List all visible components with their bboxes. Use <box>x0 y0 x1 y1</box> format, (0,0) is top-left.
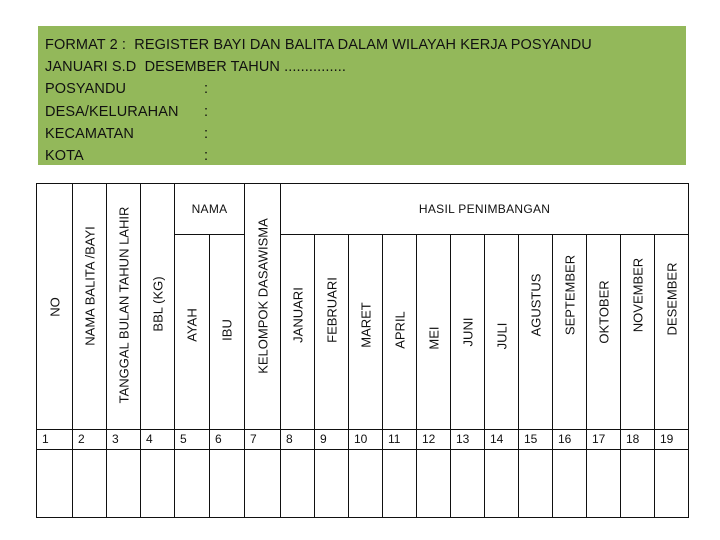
column-number: 10 <box>349 430 383 450</box>
empty-cell[interactable] <box>621 450 655 518</box>
empty-cell[interactable] <box>315 450 349 518</box>
header-no: NO <box>37 184 73 430</box>
column-number: 2 <box>73 430 107 450</box>
column-number: 1 <box>37 430 73 450</box>
column-number: 19 <box>655 430 689 450</box>
header-bbl: BBL (KG) <box>141 184 175 430</box>
column-number: 12 <box>417 430 451 450</box>
column-number: 13 <box>451 430 485 450</box>
header-kota: KOTA : <box>45 148 209 165</box>
column-number: 6 <box>210 430 245 450</box>
column-number: 15 <box>519 430 553 450</box>
empty-cell[interactable] <box>73 450 107 518</box>
header-month: FEBRUARI <box>315 235 349 430</box>
header-nama-group: NAMA <box>175 184 245 235</box>
column-number: 17 <box>587 430 621 450</box>
header-month: OKTOBER <box>587 235 621 430</box>
empty-cell[interactable] <box>107 450 141 518</box>
column-number: 4 <box>141 430 175 450</box>
column-number: 11 <box>383 430 417 450</box>
column-number: 16 <box>553 430 587 450</box>
header-hasil-penimbangan: HASIL PENIMBANGAN <box>281 184 689 235</box>
column-number: 14 <box>485 430 519 450</box>
empty-cell[interactable] <box>485 450 519 518</box>
header-nama-balita: NAMA BALITA /BAYI <box>73 184 107 430</box>
header-month: DESEMBER <box>655 235 689 430</box>
header-month: JUNI <box>451 235 485 430</box>
header-period: JANUARI S.D DESEMBER TAHUN ............... <box>45 59 347 76</box>
header-month: NOVEMBER <box>621 235 655 430</box>
header-posyandu: POSYANDU : <box>45 81 209 98</box>
header-month: MARET <box>349 235 383 430</box>
header-month: MEI <box>417 235 451 430</box>
column-number: 3 <box>107 430 141 450</box>
column-number: 8 <box>281 430 315 450</box>
empty-cell[interactable] <box>349 450 383 518</box>
header-kelompok-dasawisma: KELOMPOK DASAWISMA <box>245 184 281 430</box>
header-month: JULI <box>485 235 519 430</box>
column-number: 7 <box>245 430 281 450</box>
empty-cell[interactable] <box>553 450 587 518</box>
header-ayah: AYAH <box>175 235 210 430</box>
empty-cell[interactable] <box>245 450 281 518</box>
empty-cell[interactable] <box>655 450 689 518</box>
header-month: APRIL <box>383 235 417 430</box>
column-number: 5 <box>175 430 210 450</box>
empty-cell[interactable] <box>383 450 417 518</box>
empty-cell[interactable] <box>587 450 621 518</box>
header-kecamatan: KECAMATAN : <box>45 125 209 142</box>
header-tanggal-lahir: TANGGAL BULAN TAHUN LAHIR <box>107 184 141 430</box>
column-number: 18 <box>621 430 655 450</box>
header-month: SEPTEMBER <box>553 235 587 430</box>
empty-cell[interactable] <box>175 450 210 518</box>
empty-cell[interactable] <box>519 450 553 518</box>
empty-cell[interactable] <box>37 450 73 518</box>
header-ibu: IBU <box>210 235 245 430</box>
header-desa: DESA/KELURAHAN : <box>45 103 209 120</box>
empty-cell[interactable] <box>141 450 175 518</box>
empty-cell[interactable] <box>281 450 315 518</box>
empty-cell[interactable] <box>417 450 451 518</box>
table-row <box>37 450 689 518</box>
header-month: AGUSTUS <box>519 235 553 430</box>
register-table <box>36 183 689 518</box>
header-title: FORMAT 2 : REGISTER BAYI DAN BALITA DALAM WILAYAH KERJA POSYANDU <box>45 37 592 53</box>
column-number-row <box>37 430 689 450</box>
header-panel <box>38 26 686 165</box>
header-month: JANUARI <box>281 235 315 430</box>
empty-cell[interactable] <box>210 450 245 518</box>
column-number: 9 <box>315 430 349 450</box>
empty-cell[interactable] <box>451 450 485 518</box>
